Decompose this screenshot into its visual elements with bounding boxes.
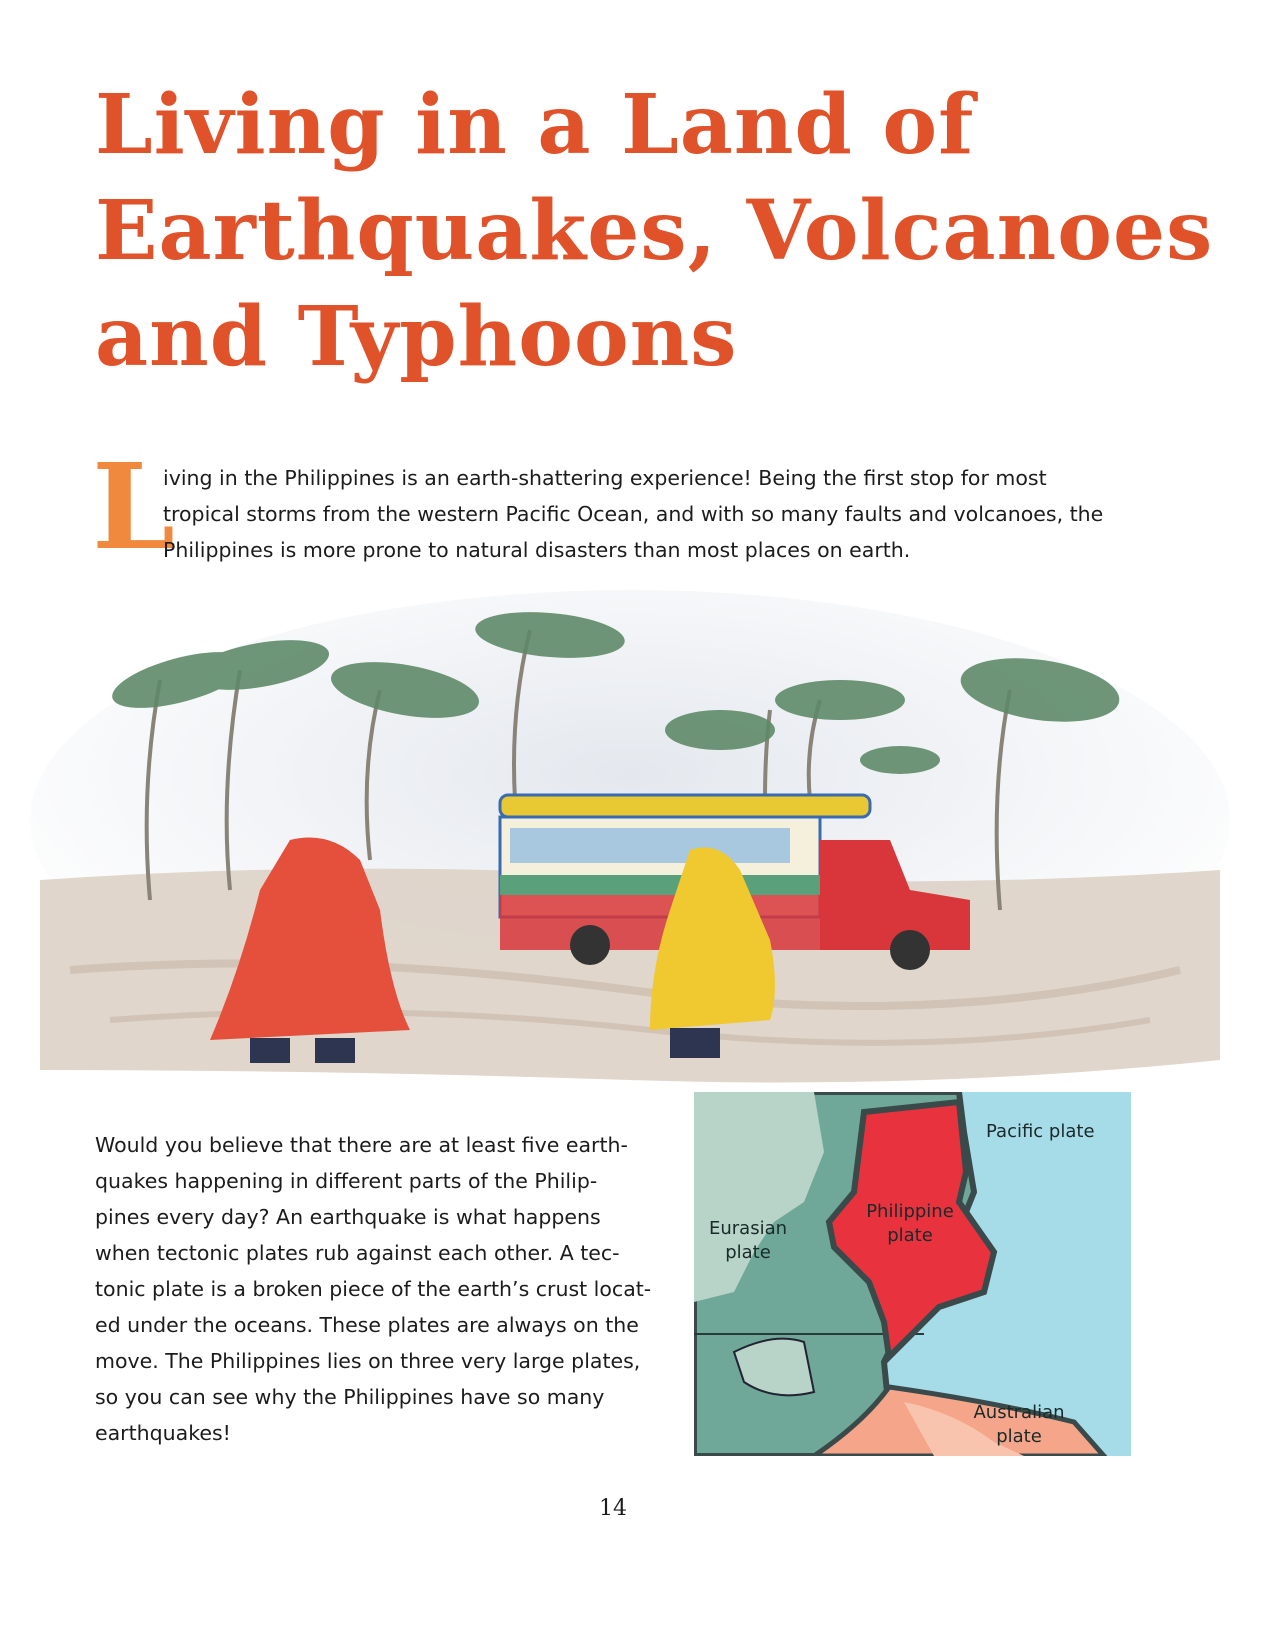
body-paragraph [95,1127,651,1451]
label-line: Eurasian [708,1218,788,1239]
text-line: Would you believe that there are at least five earth- [95,1133,628,1157]
label-line: Australian [973,1402,1065,1423]
text-line: Philippines is more prone to natural disasters than most places on earth. [163,538,911,562]
text-line: earthquakes! [95,1421,231,1445]
text-line: tonic plate is a broken piece of the earth’s crust locat- [95,1277,652,1301]
drop-cap: L [92,437,175,576]
text-line: tropical storms from the western Pacific Ocean, and with so many faults and volcanoes, the [163,502,1104,526]
australian-plate-label [964,1401,1074,1449]
title-line: Living in a Land of [95,77,975,173]
text-line: move. The Philippines lies on three very large plates, [95,1349,641,1373]
label-line: plate [725,1242,771,1263]
intro-paragraph [163,460,1103,568]
typhoon-illustration [30,590,1230,1110]
label-line: plate [887,1225,933,1246]
title-line: and Typhoons [95,289,738,385]
eurasian-plate-label [700,1217,796,1265]
label-line: plate [996,1426,1042,1447]
title-line: Earthquakes, Volcanoes [95,183,1214,279]
text-line: so you can see why the Philippines have so many [95,1385,605,1409]
pacific-plate-label: Pacific plate [986,1121,1095,1142]
page-title [95,72,1213,390]
text-line: ed under the oceans. These plates are always on the [95,1313,639,1337]
philippine-plate-label [854,1200,966,1248]
text-line: when tectonic plates rub against each other. A tec- [95,1241,620,1265]
page-number: 14 [599,1496,627,1521]
tectonic-plates-map [694,1092,1131,1456]
text-line: quakes happening in different parts of the Philip- [95,1169,598,1193]
text-line: pines every day? An earthquake is what happens [95,1205,601,1229]
label-line: Philippine [866,1201,954,1222]
text-line: iving in the Philippines is an earth-shattering experience! Being the first stop for most [163,466,1047,490]
